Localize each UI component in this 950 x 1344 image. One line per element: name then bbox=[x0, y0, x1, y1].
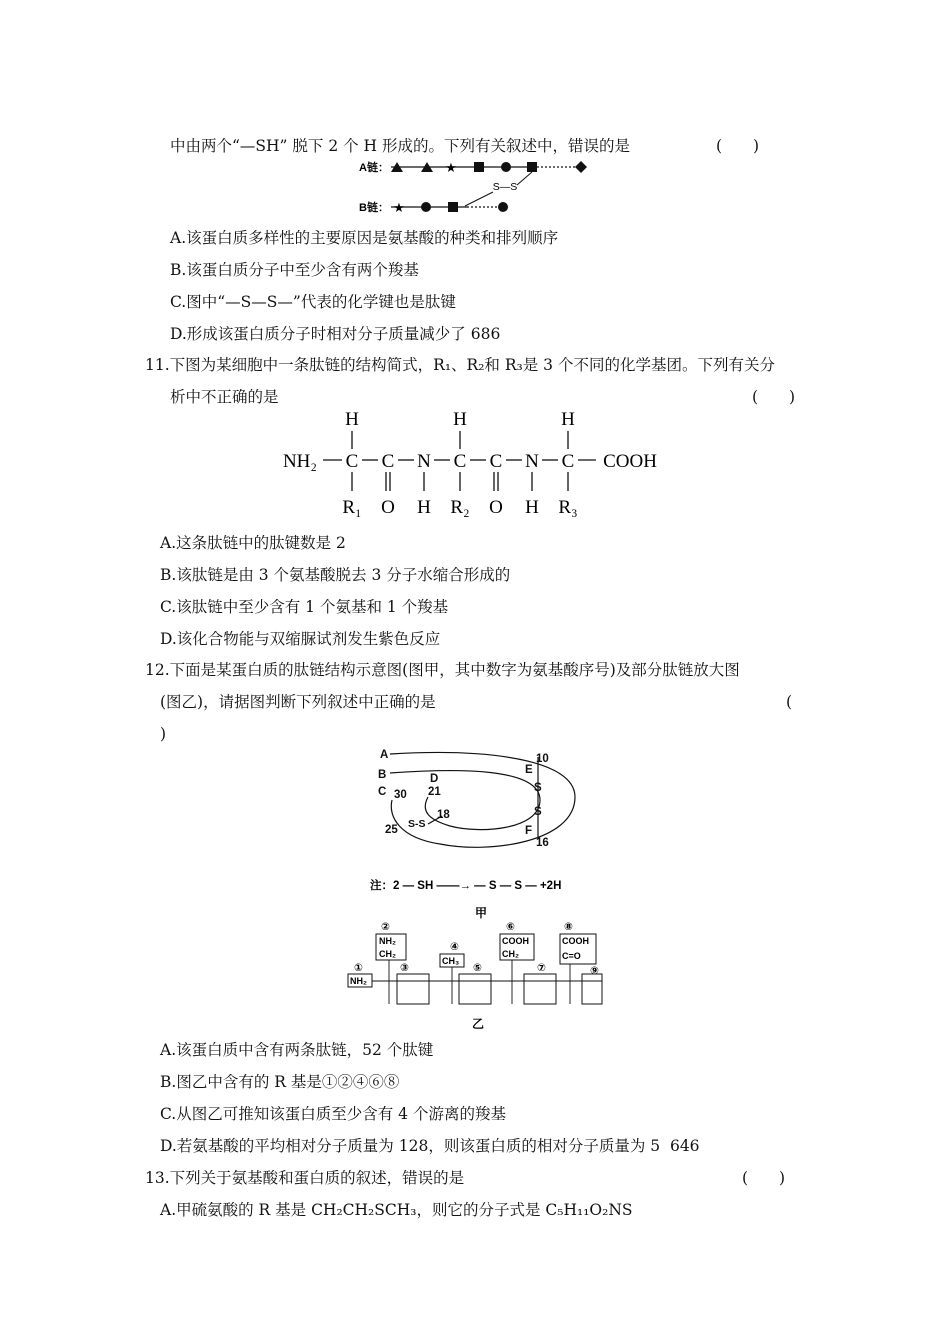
circled-5: ⑤ bbox=[473, 962, 482, 974]
number-18: 18 bbox=[437, 809, 450, 821]
label-f: F bbox=[525, 825, 533, 837]
c-atom: C bbox=[345, 451, 359, 472]
q12-paren-open: ( bbox=[786, 693, 793, 711]
nh2-group: NH₂ bbox=[282, 451, 318, 472]
q13-stem: 13.下列关于氨基酸和蛋白质的叙述，错误的是 bbox=[145, 1169, 465, 1187]
q11-answer-paren: ( ) bbox=[752, 388, 796, 406]
nh2-terminal: NH₂ bbox=[350, 976, 367, 986]
q11-peptide-structure bbox=[278, 405, 668, 520]
q12-stem-line1: 12.下面是某蛋白质的肽链结构示意图(图甲，其中数字为氨基酸序号)及部分肽链放大图 bbox=[145, 661, 740, 679]
q12-option-c: C.从图乙可推知该蛋白质至少含有 4 个游离的羧基 bbox=[160, 1105, 506, 1123]
q12-paren-close: ) bbox=[160, 725, 167, 743]
q12-option-b: B.图乙中含有的 R 基是①②④⑥⑧ bbox=[160, 1073, 400, 1091]
chain-b-label: B链： bbox=[359, 202, 389, 214]
q13-option-a: A.甲硫氨酸的 R 基是 CH₂CH₂SCH₃，则它的分子式是 C₅H₁₁O₂NS bbox=[160, 1201, 633, 1219]
r3-group: R₃ bbox=[558, 497, 578, 518]
circle-mark bbox=[498, 202, 508, 212]
number-16: 16 bbox=[536, 837, 549, 849]
ss-bridge: S-S bbox=[408, 818, 426, 830]
h-atom: H bbox=[417, 497, 431, 518]
circled-4: ④ bbox=[450, 941, 459, 953]
q11-stem-line1: 11.下图为某细胞中一条肽链的结构简式，R₁、R₂和 R₃是 3 个不同的化学基团。下列有关分 bbox=[145, 356, 775, 374]
n-atom: N bbox=[525, 451, 539, 472]
number-21: 21 bbox=[428, 786, 441, 798]
circle-mark bbox=[501, 162, 511, 172]
c-atom: C bbox=[561, 451, 575, 472]
diamond-mark bbox=[575, 161, 587, 173]
h-atom: H bbox=[561, 409, 575, 430]
r2-group: R₂ bbox=[450, 497, 470, 518]
ch2-r-group: CH₂ bbox=[379, 949, 396, 959]
o-atom: O bbox=[489, 497, 503, 518]
label-a: A bbox=[380, 749, 389, 761]
h-atom: H bbox=[345, 409, 359, 430]
q11-option-a: A.这条肽链中的肽键数是 2 bbox=[160, 534, 346, 552]
label-e: E bbox=[525, 764, 533, 776]
q12-figure-yi bbox=[342, 918, 612, 1033]
circled-2: ② bbox=[381, 921, 390, 933]
ss-bond-label: S—S bbox=[492, 181, 518, 193]
c-atom: C bbox=[381, 451, 395, 472]
circled-7: ⑦ bbox=[537, 962, 546, 974]
c-atom: C bbox=[453, 451, 467, 472]
q12-stem-line2: (图乙)，请据图判断下列叙述中正确的是 bbox=[160, 693, 436, 711]
circle-mark bbox=[421, 202, 431, 212]
h-atom: H bbox=[525, 497, 539, 518]
r1-group: R₁ bbox=[342, 497, 362, 518]
label-b: B bbox=[378, 769, 387, 781]
star-mark: ★ bbox=[445, 160, 457, 175]
caption-jia: 甲 bbox=[475, 906, 488, 920]
number-10: 10 bbox=[536, 753, 549, 765]
q10-answer-paren: ( ) bbox=[716, 137, 760, 155]
cooh-r-group: COOH bbox=[502, 936, 529, 946]
q11-option-b: B.该肽链是由 3 个氨基酸脱去 3 分子水缩合形成的 bbox=[160, 566, 511, 584]
q10-option-a: A.该蛋白质多样性的主要原因是氨基酸的种类和排列顺序 bbox=[170, 229, 559, 247]
square-mark bbox=[527, 162, 537, 172]
n-atom: N bbox=[417, 451, 431, 472]
square-mark bbox=[448, 202, 458, 212]
q10-option-c: C.图中“—S—S—”代表的化学键也是肽键 bbox=[170, 293, 456, 311]
label-c: C bbox=[378, 786, 387, 798]
s-atom: S bbox=[534, 806, 542, 818]
q12-figure-jia bbox=[370, 742, 620, 922]
circled-9: ⑨ bbox=[590, 965, 599, 977]
q11-option-d: D.该化合物能与双缩脲试剂发生紫色反应 bbox=[160, 630, 441, 648]
o-atom: O bbox=[381, 497, 395, 518]
cooh-group: COOH bbox=[603, 451, 657, 472]
nh2-r-group: NH₂ bbox=[379, 936, 396, 946]
circled-8: ⑧ bbox=[564, 921, 573, 933]
ch2-r-group: CH₂ bbox=[502, 949, 519, 959]
q10-option-d: D.形成该蛋白质分子时相对分子质量减少了 686 bbox=[170, 325, 501, 343]
co-r-group: C=O bbox=[562, 951, 581, 961]
circled-3: ③ bbox=[400, 962, 409, 974]
circled-1: ① bbox=[354, 962, 363, 974]
q10-chain-figure bbox=[355, 156, 595, 218]
caption-yi: 乙 bbox=[472, 1017, 485, 1031]
q10-stem-tail: 中由两个“—SH” 脱下 2 个 H 形成的。下列有关叙述中，错误的是 bbox=[170, 137, 630, 155]
c-atom: C bbox=[489, 451, 503, 472]
square-mark bbox=[474, 162, 484, 172]
cooh-r-group: COOH bbox=[562, 936, 589, 946]
q11-stem-line2: 析中不正确的是 bbox=[170, 388, 279, 406]
s-atom: S bbox=[534, 782, 542, 794]
q12-option-a: A.该蛋白质中含有两条肽链，52 个肽键 bbox=[160, 1041, 434, 1059]
outer-chain bbox=[390, 753, 575, 848]
q10-option-b: B.该蛋白质分子中至少含有两个羧基 bbox=[170, 261, 419, 279]
q11-option-c: C.该肽链中至少含有 1 个氨基和 1 个羧基 bbox=[160, 598, 449, 616]
label-d: D bbox=[430, 773, 439, 785]
ch3-r-group: CH₃ bbox=[442, 956, 460, 966]
q13-answer-paren: ( ) bbox=[742, 1169, 786, 1187]
figure-note: 注：2 — SH ——→ — S — S — +2H bbox=[370, 880, 562, 892]
q12-option-d: D.若氨基酸的平均相对分子质量为 128，则该蛋白质的相对分子质量为 5 646 bbox=[160, 1137, 700, 1155]
star-mark: ★ bbox=[393, 200, 405, 215]
chain-a-label: A链： bbox=[359, 162, 389, 174]
number-30: 30 bbox=[394, 789, 407, 801]
circled-6: ⑥ bbox=[506, 921, 515, 933]
h-atom: H bbox=[453, 409, 467, 430]
number-25: 25 bbox=[385, 824, 398, 836]
